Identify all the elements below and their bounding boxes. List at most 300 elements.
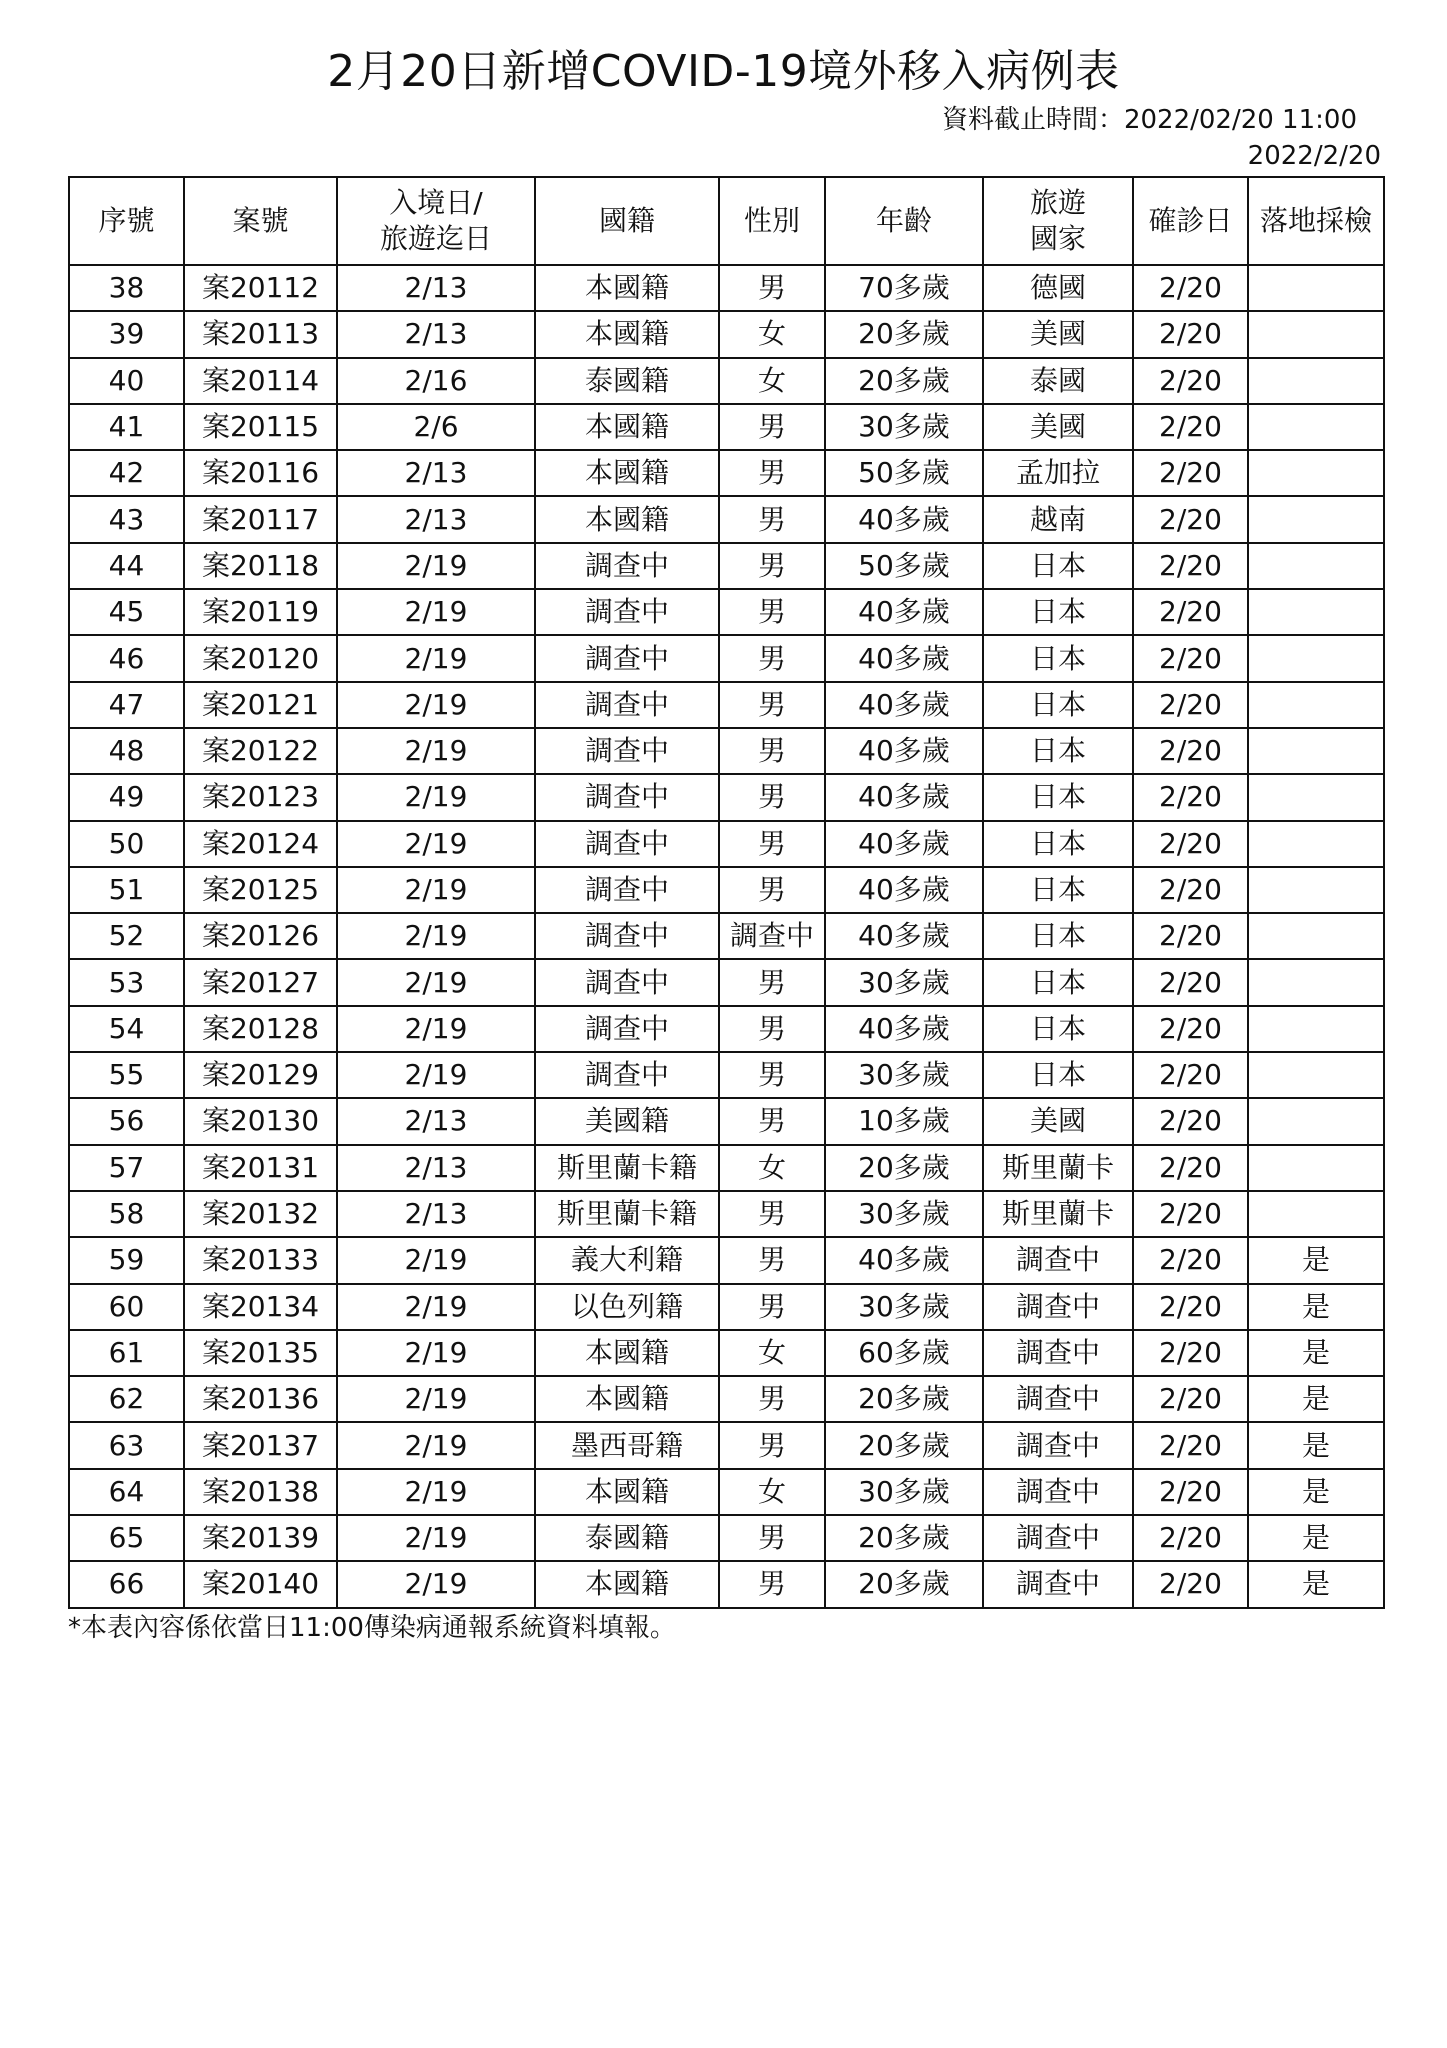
table-cell: 案20116	[184, 450, 337, 496]
table-cell: 2/20	[1133, 1515, 1248, 1561]
table-cell: 58	[69, 1191, 184, 1237]
table-row	[69, 589, 1384, 635]
table-cell: 2/19	[337, 913, 535, 959]
data-cutoff-time: 資料截止時間：2022/02/20 11:00	[941, 105, 1357, 135]
table-cell: 2/19	[337, 589, 535, 635]
table-cell: 男	[719, 959, 825, 1005]
table-cell: 30多歲	[825, 1191, 983, 1237]
table-cell: 2/20	[1133, 635, 1248, 681]
table-cell: 2/13	[337, 1098, 535, 1144]
table-cell: 日本	[983, 867, 1133, 913]
table-cell: 2/20	[1133, 1284, 1248, 1330]
table-cell	[1248, 496, 1384, 542]
table-cell: 2/20	[1133, 1006, 1248, 1052]
table-cell: 57	[69, 1145, 184, 1191]
column-header	[983, 177, 1133, 265]
table-cell	[1248, 1052, 1384, 1098]
table-cell: 日本	[983, 913, 1133, 959]
table-cell: 60	[69, 1284, 184, 1330]
table-cell: 男	[719, 635, 825, 681]
column-header-line: 旅遊迄日	[379, 222, 492, 255]
table-cell: 斯里蘭卡籍	[535, 1145, 719, 1191]
table-cell: 調查中	[535, 589, 719, 635]
table-cell: 男	[719, 728, 825, 774]
table-cell	[1248, 311, 1384, 357]
table-cell: 40多歲	[825, 496, 983, 542]
table-cell: 案20133	[184, 1237, 337, 1283]
table-cell: 40多歲	[825, 1237, 983, 1283]
table-cell: 日本	[983, 1052, 1133, 1098]
table-row	[69, 1376, 1384, 1422]
table-cell: 2/20	[1133, 1422, 1248, 1468]
table-cell: 男	[719, 496, 825, 542]
table-cell: 52	[69, 913, 184, 959]
table-cell: 男	[719, 265, 825, 311]
table-cell: 調查中	[719, 913, 825, 959]
table-cell: 調查中	[535, 959, 719, 1005]
table-row	[69, 1561, 1384, 1607]
table-cell: 日本	[983, 1006, 1133, 1052]
table-cell: 案20124	[184, 821, 337, 867]
table-cell: 德國	[983, 265, 1133, 311]
table-cell: 2/20	[1133, 496, 1248, 542]
table-cell: 50多歲	[825, 543, 983, 589]
table-cell: 本國籍	[535, 1469, 719, 1515]
table-cell: 56	[69, 1098, 184, 1144]
table-cell: 案20120	[184, 635, 337, 681]
table-cell: 越南	[983, 496, 1133, 542]
table-cell: 2/20	[1133, 311, 1248, 357]
table-cell: 調查中	[535, 867, 719, 913]
table-cell: 59	[69, 1237, 184, 1283]
table-cell: 孟加拉	[983, 450, 1133, 496]
table-cell: 2/19	[337, 821, 535, 867]
table-cell: 斯里蘭卡籍	[535, 1191, 719, 1237]
table-cell: 調查中	[983, 1561, 1133, 1607]
table-cell: 日本	[983, 682, 1133, 728]
table-cell: 男	[719, 450, 825, 496]
table-cell: 2/19	[337, 1376, 535, 1422]
column-header	[719, 177, 825, 265]
table-cell: 45	[69, 589, 184, 635]
table-cell: 案20131	[184, 1145, 337, 1191]
table-cell: 2/20	[1133, 774, 1248, 820]
table-cell: 20多歲	[825, 1376, 983, 1422]
table-cell: 2/20	[1133, 728, 1248, 774]
table-cell: 調查中	[535, 682, 719, 728]
table-cell: 案20126	[184, 913, 337, 959]
table-cell: 40多歲	[825, 1006, 983, 1052]
table-cell: 本國籍	[535, 404, 719, 450]
table-body	[69, 265, 1384, 1608]
table-cell: 是	[1248, 1237, 1384, 1283]
table-cell: 2/19	[337, 774, 535, 820]
table-row	[69, 1006, 1384, 1052]
table-cell: 54	[69, 1006, 184, 1052]
table-cell: 男	[719, 1284, 825, 1330]
table-cell: 是	[1248, 1376, 1384, 1422]
table-cell: 30多歲	[825, 959, 983, 1005]
table-cell: 男	[719, 774, 825, 820]
table-cell: 調查中	[535, 821, 719, 867]
table-row	[69, 265, 1384, 311]
table-cell: 日本	[983, 635, 1133, 681]
table-cell: 案20137	[184, 1422, 337, 1468]
table-cell: 40多歲	[825, 774, 983, 820]
table-cell: 是	[1248, 1284, 1384, 1330]
table-cell: 2/19	[337, 1422, 535, 1468]
table-cell: 2/20	[1133, 682, 1248, 728]
table-cell: 2/19	[337, 1515, 535, 1561]
table-row	[69, 311, 1384, 357]
table-cell	[1248, 635, 1384, 681]
table-cell: 義大利籍	[535, 1237, 719, 1283]
table-row	[69, 728, 1384, 774]
table-cell: 2/20	[1133, 821, 1248, 867]
table-cell: 泰國籍	[535, 358, 719, 404]
table-row	[69, 496, 1384, 542]
table-cell: 2/19	[337, 959, 535, 1005]
table-cell: 40多歲	[825, 867, 983, 913]
table-cell	[1248, 1191, 1384, 1237]
table-cell: 50	[69, 821, 184, 867]
column-header	[535, 177, 719, 265]
table-cell: 本國籍	[535, 1376, 719, 1422]
table-cell: 男	[719, 1191, 825, 1237]
table-cell: 2/13	[337, 1191, 535, 1237]
table-cell: 是	[1248, 1515, 1384, 1561]
table-cell: 2/20	[1133, 450, 1248, 496]
table-cell	[1248, 867, 1384, 913]
table-cell: 2/20	[1133, 358, 1248, 404]
table-row	[69, 1422, 1384, 1468]
table-cell: 日本	[983, 543, 1133, 589]
table-cell: 調查中	[535, 635, 719, 681]
table-cell: 美國籍	[535, 1098, 719, 1144]
table-cell: 案20112	[184, 265, 337, 311]
table-cell: 53	[69, 959, 184, 1005]
table-cell	[1248, 265, 1384, 311]
table-cell: 案20115	[184, 404, 337, 450]
table-cell: 42	[69, 450, 184, 496]
table-cell	[1248, 450, 1384, 496]
table-cell: 男	[719, 867, 825, 913]
table-cell: 男	[719, 821, 825, 867]
table-cell: 2/20	[1133, 959, 1248, 1005]
table-cell: 女	[719, 1145, 825, 1191]
column-header-line: 旅遊	[1029, 186, 1086, 219]
table-cell: 41	[69, 404, 184, 450]
table-cell: 2/13	[337, 496, 535, 542]
table-cell: 案20123	[184, 774, 337, 820]
table-cell: 2/19	[337, 635, 535, 681]
table-cell: 2/19	[337, 1330, 535, 1376]
column-header	[1248, 177, 1384, 265]
table-cell: 調查中	[535, 543, 719, 589]
column-header	[1133, 177, 1248, 265]
cases-table	[68, 176, 1385, 1609]
table-cell: 男	[719, 404, 825, 450]
table-cell: 男	[719, 1052, 825, 1098]
table-row	[69, 867, 1384, 913]
table-cell: 20多歲	[825, 1145, 983, 1191]
table-row	[69, 913, 1384, 959]
table-cell: 2/20	[1133, 1191, 1248, 1237]
table-row	[69, 1052, 1384, 1098]
table-cell: 案20136	[184, 1376, 337, 1422]
table-cell: 美國	[983, 1098, 1133, 1144]
table-cell	[1248, 1098, 1384, 1144]
table-cell	[1248, 959, 1384, 1005]
table-cell: 案20118	[184, 543, 337, 589]
table-cell	[1248, 1145, 1384, 1191]
table-cell: 本國籍	[535, 1330, 719, 1376]
table-row	[69, 1098, 1384, 1144]
table-cell: 65	[69, 1515, 184, 1561]
table-header-row	[69, 177, 1384, 265]
table-cell: 38	[69, 265, 184, 311]
table-cell: 是	[1248, 1422, 1384, 1468]
column-header-line: 國籍	[598, 204, 655, 237]
table-cell: 泰國	[983, 358, 1133, 404]
table-cell: 2/20	[1133, 913, 1248, 959]
table-cell: 40多歲	[825, 821, 983, 867]
table-cell: 案20127	[184, 959, 337, 1005]
table-cell: 泰國籍	[535, 1515, 719, 1561]
table-row	[69, 821, 1384, 867]
table-cell: 調查中	[535, 1006, 719, 1052]
table-cell: 61	[69, 1330, 184, 1376]
table-cell: 男	[719, 1376, 825, 1422]
column-header-line: 序號	[98, 204, 155, 237]
table-cell: 62	[69, 1376, 184, 1422]
table-cell: 44	[69, 543, 184, 589]
table-cell: 10多歲	[825, 1098, 983, 1144]
table-cell: 案20128	[184, 1006, 337, 1052]
table-cell: 51	[69, 867, 184, 913]
table-cell: 美國	[983, 404, 1133, 450]
table-cell: 案20125	[184, 867, 337, 913]
table-cell	[1248, 358, 1384, 404]
table-cell: 2/6	[337, 404, 535, 450]
table-row	[69, 682, 1384, 728]
table-cell: 48	[69, 728, 184, 774]
table-cell: 男	[719, 543, 825, 589]
table-cell: 案20138	[184, 1469, 337, 1515]
table-cell: 2/19	[337, 1284, 535, 1330]
table-cell: 2/13	[337, 1145, 535, 1191]
column-header-line: 落地採檢	[1259, 204, 1372, 237]
table-row	[69, 404, 1384, 450]
table-row	[69, 635, 1384, 681]
table-cell: 男	[719, 1422, 825, 1468]
table-cell: 2/19	[337, 728, 535, 774]
table-cell: 本國籍	[535, 265, 719, 311]
table-cell	[1248, 774, 1384, 820]
column-header-line: 確診日	[1148, 204, 1233, 237]
table-cell: 調查中	[535, 913, 719, 959]
table-cell: 49	[69, 774, 184, 820]
table-cell: 55	[69, 1052, 184, 1098]
table-cell: 30多歲	[825, 1469, 983, 1515]
table-cell: 男	[719, 1237, 825, 1283]
table-cell: 2/20	[1133, 543, 1248, 589]
table-cell: 案20113	[184, 311, 337, 357]
table-cell: 以色列籍	[535, 1284, 719, 1330]
table-cell: 2/20	[1133, 1098, 1248, 1144]
table-row	[69, 358, 1384, 404]
column-header-line: 入境日/	[389, 186, 483, 219]
table-cell	[1248, 913, 1384, 959]
table-cell: 20多歲	[825, 1422, 983, 1468]
report-date: 2022/2/20	[1247, 141, 1381, 171]
table-row	[69, 959, 1384, 1005]
table-cell: 2/20	[1133, 1330, 1248, 1376]
table-cell: 2/19	[337, 867, 535, 913]
table-row	[69, 1330, 1384, 1376]
table-cell: 2/20	[1133, 1376, 1248, 1422]
table-cell: 是	[1248, 1561, 1384, 1607]
table-cell: 30多歲	[825, 404, 983, 450]
table-cell: 2/20	[1133, 1561, 1248, 1607]
table-cell: 美國	[983, 311, 1133, 357]
table-cell: 2/19	[337, 543, 535, 589]
table-cell	[1248, 589, 1384, 635]
table-cell: 案20135	[184, 1330, 337, 1376]
table-cell	[1248, 728, 1384, 774]
table-cell: 調查中	[535, 1052, 719, 1098]
table-cell: 2/19	[337, 1237, 535, 1283]
table-cell: 調查中	[983, 1469, 1133, 1515]
table-cell: 30多歲	[825, 1052, 983, 1098]
table-cell: 43	[69, 496, 184, 542]
table-cell: 日本	[983, 774, 1133, 820]
column-header	[184, 177, 337, 265]
table-cell: 2/20	[1133, 1052, 1248, 1098]
column-header	[337, 177, 535, 265]
table-cell: 40	[69, 358, 184, 404]
table-cell: 2/16	[337, 358, 535, 404]
table-cell	[1248, 404, 1384, 450]
table-cell: 案20130	[184, 1098, 337, 1144]
table-cell: 40多歲	[825, 682, 983, 728]
table-cell: 2/13	[337, 265, 535, 311]
table-cell: 斯里蘭卡	[983, 1191, 1133, 1237]
table-row	[69, 1237, 1384, 1283]
table-cell: 2/20	[1133, 1145, 1248, 1191]
table-cell: 案20114	[184, 358, 337, 404]
table-cell: 案20121	[184, 682, 337, 728]
table-cell: 調查中	[535, 728, 719, 774]
table-cell	[1248, 543, 1384, 589]
table-cell: 2/13	[337, 450, 535, 496]
table-cell: 60多歲	[825, 1330, 983, 1376]
column-header-line: 性別	[743, 204, 800, 237]
table-cell: 案20132	[184, 1191, 337, 1237]
table-cell: 調查中	[983, 1376, 1133, 1422]
table-cell	[1248, 1006, 1384, 1052]
table-row	[69, 1191, 1384, 1237]
table-cell: 40多歲	[825, 913, 983, 959]
column-header	[825, 177, 983, 265]
table-cell: 男	[719, 1006, 825, 1052]
table-cell: 女	[719, 311, 825, 357]
table-cell: 63	[69, 1422, 184, 1468]
table-cell: 70多歲	[825, 265, 983, 311]
table-cell: 調查中	[983, 1422, 1133, 1468]
table-row	[69, 1284, 1384, 1330]
table-cell: 女	[719, 1330, 825, 1376]
table-cell: 是	[1248, 1469, 1384, 1515]
table-cell: 男	[719, 589, 825, 635]
table-cell: 女	[719, 1469, 825, 1515]
table-cell: 日本	[983, 589, 1133, 635]
table-cell: 66	[69, 1561, 184, 1607]
table-row	[69, 1469, 1384, 1515]
table-cell: 64	[69, 1469, 184, 1515]
table-cell: 本國籍	[535, 450, 719, 496]
table-cell: 2/20	[1133, 404, 1248, 450]
table-cell: 2/20	[1133, 1237, 1248, 1283]
table-cell: 本國籍	[535, 496, 719, 542]
table-cell: 案20140	[184, 1561, 337, 1607]
table-cell: 男	[719, 1561, 825, 1607]
table-cell: 20多歲	[825, 1561, 983, 1607]
table-cell: 50多歲	[825, 450, 983, 496]
table-cell: 2/19	[337, 1052, 535, 1098]
table-cell: 2/20	[1133, 265, 1248, 311]
table-row	[69, 1515, 1384, 1561]
table-cell: 2/19	[337, 682, 535, 728]
table-cell: 案20122	[184, 728, 337, 774]
document-title: 2月20日新增COVID-19境外移入病例表	[327, 46, 1120, 97]
table-cell: 本國籍	[535, 1561, 719, 1607]
column-header	[69, 177, 184, 265]
table-cell: 40多歲	[825, 589, 983, 635]
column-header-line: 案號	[232, 204, 289, 237]
table-cell: 男	[719, 1098, 825, 1144]
table-cell: 調查中	[983, 1237, 1133, 1283]
column-header-line: 國家	[1029, 222, 1086, 255]
table-cell: 調查中	[535, 774, 719, 820]
table-cell: 2/20	[1133, 1469, 1248, 1515]
table-cell: 案20117	[184, 496, 337, 542]
table-cell: 20多歲	[825, 1515, 983, 1561]
table-cell: 2/13	[337, 311, 535, 357]
table-cell: 調查中	[983, 1284, 1133, 1330]
table-cell: 案20139	[184, 1515, 337, 1561]
table-cell: 是	[1248, 1330, 1384, 1376]
table-cell: 案20134	[184, 1284, 337, 1330]
table-cell: 男	[719, 1515, 825, 1561]
table-cell: 本國籍	[535, 311, 719, 357]
table-row	[69, 1145, 1384, 1191]
table-cell: 日本	[983, 728, 1133, 774]
table-row	[69, 543, 1384, 589]
table-cell: 20多歲	[825, 358, 983, 404]
table-cell: 案20129	[184, 1052, 337, 1098]
table-cell: 2/19	[337, 1006, 535, 1052]
table-cell: 2/20	[1133, 589, 1248, 635]
table-cell: 日本	[983, 821, 1133, 867]
table-cell: 30多歲	[825, 1284, 983, 1330]
table-row	[69, 450, 1384, 496]
column-header-line: 年齡	[875, 204, 932, 237]
table-cell: 斯里蘭卡	[983, 1145, 1133, 1191]
table-cell: 40多歲	[825, 635, 983, 681]
table-cell: 2/19	[337, 1469, 535, 1515]
table-row	[69, 774, 1384, 820]
